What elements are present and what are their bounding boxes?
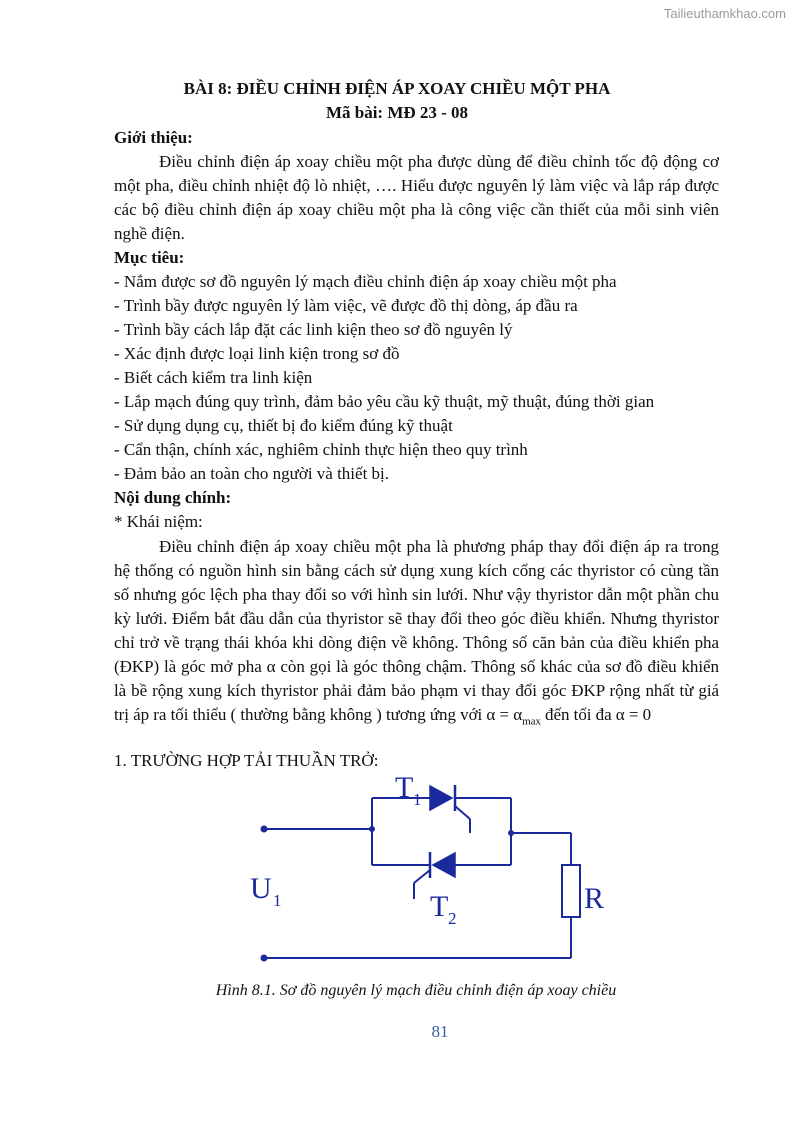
- junction-left: [369, 826, 375, 832]
- objectives-heading: Mục tiêu:: [114, 248, 185, 267]
- input-terminal-top: [261, 826, 268, 833]
- alpha-max-subscript: max: [522, 715, 541, 728]
- lesson-title: BÀI 8: ĐIỀU CHỈNH ĐIỆN ÁP XOAY CHIỀU MỘT PHA: [183, 79, 611, 98]
- label-u1-sub: 1: [273, 891, 282, 910]
- label-r: R: [584, 882, 605, 915]
- objective-item: - Sử dụng dụng cụ, thiết bị đo kiểm đúng kỹ thuật: [114, 416, 453, 435]
- label-u1: U: [250, 872, 272, 905]
- input-terminal-bottom: [261, 955, 268, 962]
- figure-caption: Hình 8.1. Sơ đồ nguyên lý mạch điều chỉnh điện áp xoay chiều: [215, 982, 617, 999]
- page-number: 81: [431, 1022, 449, 1041]
- resistor-r: [562, 865, 580, 917]
- concept-text: Điều chỉnh điện áp xoay chiều một pha là phương pháp thay đổi điện áp ra trong hệ thống có nguồn hình sin bằng cách sử dụng xung kích cổng các thyristor có cùng tần số nhưng góc lệch pha thay đổi so với hình sin lưới. Như vậy thyristor dẫn một phần chu kỳ lưới. Điểm bắt đầu dẫn của thyristor sẽ thay đổi theo góc điều khiển. Nhưng thyristor chỉ trở về trạng thái khóa khi dòng điện về không. Thông số căn bản của điều khiển pha (ĐKP) là góc mở pha α còn gọi là góc thông chậm. Thông số khác của sơ đồ điều khiển là bề rộng xung kích thyristor phải đảm bảo phạm vi thay đổi góc ĐKP rộng nhất từ giá trị áp ra tối thiểu ( thường bằng không ) tương ứng với α = α: [114, 537, 719, 724]
- label-t1-sub: 1: [413, 790, 422, 809]
- thyristor-t1: [430, 785, 470, 833]
- intro-paragraph: Điều chỉnh điện áp xoay chiều một pha được dùng để điều chỉnh tốc độ động cơ một pha, điều chỉnh nhiệt độ lò nhiệt, …. Hiểu được nguyên lý làm việc và lắp ráp được các bộ điều chỉnh điện áp xoay chiều một pha là công việc cần thiết của mỗi sinh viên nghề điện.: [114, 152, 719, 243]
- label-t1: T: [395, 771, 414, 804]
- objective-item: - Trình bầy cách lắp đặt các linh kiện theo sơ đồ nguyên lý: [114, 320, 513, 339]
- objective-item: - Nắm được sơ đồ nguyên lý mạch điều chỉnh điện áp xoay chiều một pha: [114, 272, 617, 291]
- concept-label: * Khái niệm:: [114, 512, 203, 531]
- circuit-wires: [264, 798, 571, 958]
- junction-right: [508, 830, 514, 836]
- concept-text-tail: đến tối đa α = 0: [540, 705, 652, 724]
- objective-item: - Xác định được loại linh kiện trong sơ đồ: [114, 344, 400, 363]
- objective-item: - Lắp mạch đúng quy trình, đảm bảo yêu cầu kỹ thuật, mỹ thuật, đúng thời gian: [114, 392, 655, 411]
- objective-item: - Trình bầy được nguyên lý làm việc, vẽ được đồ thị dòng, áp đầu ra: [114, 296, 578, 315]
- lesson-code: Mã bài: MĐ 23 - 08: [325, 103, 469, 122]
- watermark: Tailieuthamkhao.com: [663, 6, 786, 21]
- label-t2-sub: 2: [448, 909, 457, 928]
- objective-item: - Biết cách kiểm tra linh kiện: [114, 368, 313, 387]
- intro-heading: Giới thiệu:: [114, 128, 193, 147]
- content-heading: Nội dung chính:: [114, 488, 232, 507]
- objective-item: - Đảm bảo an toàn cho người và thiết bị.: [114, 464, 390, 483]
- objective-item: - Cẩn thận, chính xác, nghiêm chỉnh thực hiện theo quy trình: [114, 440, 528, 459]
- label-t2: T: [430, 890, 449, 923]
- section-heading-resistive-load: 1. TRƯỜNG HỢP TẢI THUẦN TRỞ:: [114, 751, 379, 770]
